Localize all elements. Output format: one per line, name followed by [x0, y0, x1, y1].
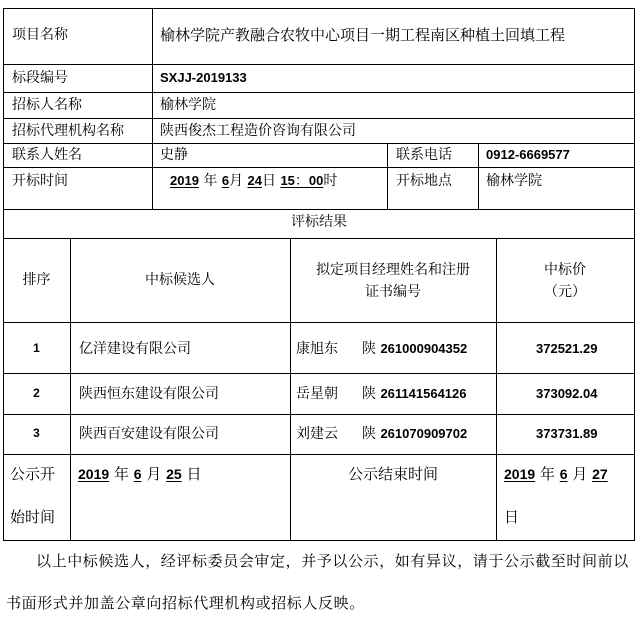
row-divider — [3, 414, 635, 415]
row-divider — [3, 92, 635, 93]
phone-value: 0912-6669577 — [486, 147, 570, 162]
agency-value: 陕西俊杰工程造价咨询有限公司 — [160, 123, 356, 139]
project-name-value: 榆林学院产教融合农牧中心项目一期工程南区种植土回填工程 — [160, 26, 566, 44]
publicity-start-label-2: 始时间 — [10, 508, 56, 526]
publicity-start-label-1: 公示开 — [10, 465, 56, 483]
row-divider — [3, 238, 635, 239]
table-row-cert — [362, 425, 467, 443]
table-row-company: 陕西百安建设有限公司 — [79, 426, 219, 442]
publicity-end-day-unit: 日 — [504, 508, 520, 526]
year-unit: 年 — [113, 465, 129, 483]
publicity-end-label: 公示结束时间 — [347, 465, 438, 483]
table-row-rank: 3 — [33, 426, 40, 440]
year-unit: 年 — [539, 465, 555, 483]
open-month: 6 — [221, 173, 230, 188]
row-divider — [3, 454, 635, 455]
row-divider — [3, 322, 635, 323]
month-unit: 月 — [146, 465, 162, 483]
phone-label: 联系电话 — [396, 147, 452, 163]
day-unit: 日 — [186, 465, 202, 483]
table-row-cert — [362, 340, 467, 358]
contact-label: 联系人姓名 — [12, 147, 82, 163]
month-unit: 月 — [572, 465, 588, 483]
cert-number: 261070909702 — [380, 426, 468, 441]
section-no-label: 标段编号 — [12, 70, 68, 86]
row-divider — [3, 143, 635, 144]
cert-prefix: 陕 — [362, 386, 376, 402]
open-day: 24 — [247, 173, 262, 188]
table-row-manager: 岳星朝 — [296, 386, 338, 402]
publicity-end-value — [504, 465, 608, 485]
cert-number: 261141564126 — [380, 386, 467, 401]
table-row-price: 373092.04 — [536, 386, 598, 401]
tenderer-label: 招标人名称 — [12, 97, 82, 113]
open-place-value: 榆林学院 — [486, 173, 542, 189]
hour-unit: 时 — [323, 173, 338, 189]
table-row-rank: 2 — [33, 386, 40, 400]
notice-text: 以上中标候选人，经评标委员会审定，并予以公示，如有异议，请于公示截至时间前以书面形式并加盖公章向招标代理机构或招标人反映。 — [6, 552, 629, 612]
open-minute: 00 — [308, 173, 324, 188]
cert-prefix: 陕 — [362, 426, 376, 442]
publicity-start-value — [78, 465, 201, 485]
start-month: 6 — [133, 466, 142, 482]
time-colon: ： — [294, 173, 309, 189]
table-border-top — [3, 8, 635, 9]
col-divider — [478, 143, 479, 209]
col-rank-header: 排序 — [22, 272, 51, 288]
col-candidate-header: 中标候选人 — [145, 272, 215, 288]
table-row-cert — [362, 385, 467, 403]
open-place-label: 开标地点 — [396, 173, 452, 189]
table-row-manager: 刘建云 — [296, 426, 338, 442]
row-divider — [3, 209, 635, 210]
col-price-header-2: （元） — [544, 284, 586, 300]
row-divider — [3, 64, 635, 65]
cert-number: 261000904352 — [380, 341, 468, 356]
cert-prefix: 陕 — [362, 341, 376, 357]
table-row-manager: 康旭东 — [296, 341, 338, 357]
project-name-label: 项目名称 — [12, 27, 68, 43]
section-no-value: SXJJ-2019133 — [160, 70, 247, 85]
col-divider — [387, 143, 388, 209]
col-price-header-1: 中标价 — [544, 262, 586, 278]
col-manager-header-2: 证书编号 — [365, 284, 421, 300]
table-row-company: 陕西恒东建设有限公司 — [79, 386, 219, 402]
open-year: 2019 — [170, 173, 199, 188]
col-manager-header-1: 拟定项目经理姓名和注册 — [316, 262, 470, 278]
row-divider — [3, 373, 635, 374]
row-divider — [3, 118, 635, 119]
year-unit: 年 — [203, 173, 218, 189]
table-border-right — [634, 8, 635, 540]
table-row-company: 亿洋建设有限公司 — [79, 341, 191, 357]
open-time-value — [170, 172, 337, 190]
open-hour: 15 — [280, 173, 295, 188]
result-title: 评标结果 — [291, 214, 347, 230]
col-divider — [152, 8, 153, 209]
month-unit: 月 — [229, 173, 244, 189]
end-year: 2019 — [504, 466, 536, 482]
start-day: 25 — [166, 466, 182, 482]
open-time-label: 开标时间 — [12, 173, 68, 189]
end-month: 6 — [559, 466, 568, 482]
table-row-price: 372521.29 — [536, 341, 598, 356]
end-day: 27 — [592, 466, 608, 482]
contact-value: 史静 — [160, 147, 188, 163]
start-year: 2019 — [78, 466, 110, 482]
table-row-price: 373731.89 — [536, 426, 598, 441]
row-divider — [3, 167, 635, 168]
agency-label: 招标代理机构名称 — [12, 123, 124, 139]
table-row-rank: 1 — [33, 341, 40, 355]
tenderer-value: 榆林学院 — [160, 97, 216, 113]
day-unit: 日 — [261, 173, 276, 189]
